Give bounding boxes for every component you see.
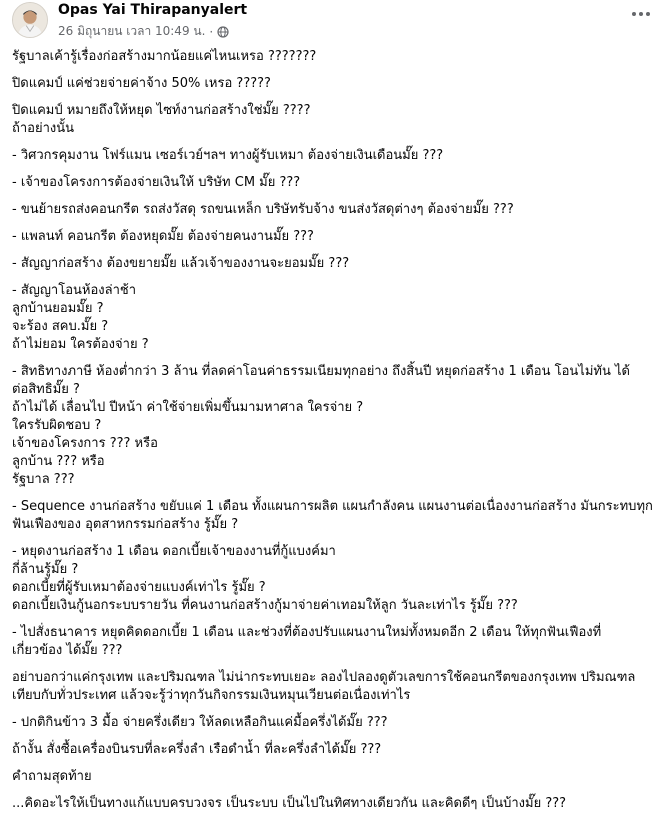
text-line: เจ้าของโครงการ ??? หรือ [12, 436, 158, 451]
text-line: - เจ้าของโครงการต้องจ่ายเงินให้ บริษัท CM มั๊ย ??? [12, 175, 301, 190]
text-line: ถ้าอย่างนั้น [12, 121, 75, 136]
text-line: ใครรับผิดชอบ ? [12, 418, 102, 433]
avatar-portrait-icon [13, 3, 47, 37]
text-line: ดอกเบี้ยที่ผู้รับเหมาต้องจ่ายแบงค์เท่าไร รู้มั๊ย ? [12, 580, 266, 595]
text-line: ลูกบ้าน ??? หรือ [12, 454, 105, 469]
post-meta [58, 22, 229, 41]
text-line: ...คิดอะไรให้เป็นทางแก้แบบครบวงจร เป็นระบบ เป็นไปในทิศทางเดียวกัน และคิดดีๆ เป็นบ้างมั๊ย ??? [12, 796, 567, 811]
text-line: อย่าบอกว่าแค่กรุงเทพ และปริมณฑล ไม่น่ากระทบเยอะ ลองไปลองดูตัวเลขการใช้คอนกรีตของกรุงเทพ ปริมณฑล [12, 670, 636, 685]
text-line: รัฐบาล ??? [12, 472, 75, 487]
text-line: ถ้างั้น สั่งซื้อเครื่องบินรบที่ละครึ่งลำ เรือดำน้ำ ที่ละครึ่งลำได้มั๊ย ??? [12, 742, 382, 757]
text-line: กี่ล้านรู้มั๊ย ? [12, 562, 79, 577]
text-line: เทียบกับทั่วประเทศ แล้วจะรู้ว่าทุกวันกิจกรรมเงินหมุนเวียนต่อเนื่องเท่าไร [12, 688, 411, 703]
text-line: - หยุดงานก่อสร้าง 1 เดือน ดอกเบี้ยเจ้าของงานที่กู้แบงค์มา [12, 544, 336, 559]
text-line: ถ้าไม่ยอม ใครต้องจ่าย ? [12, 337, 149, 352]
text-line: คำถามสุดท้าย [12, 769, 92, 784]
globe-icon[interactable] [217, 26, 229, 38]
post-text [12, 48, 661, 813]
text-line: - Sequence งานก่อสร้าง ขยับแค่ 1 เดือน ทั้งแผนการผลิต แผนกำลังคน แผนงานต่อเนื่องงานก่อสร้าง มันกระทบทุก [12, 499, 653, 514]
text-line: ปิดแคมป์ หมายถึงให้หยุด ไซท์งานก่อสร้างใช่มั๊ย ???? [12, 103, 311, 118]
text-line: ดอกเบี้ยเงินกู้นอกระบบรายวัน ที่คนงานก่อสร้างกู้มาจ่ายค่าเทอมให้ลูก วันละเท่าไร รู้มั๊ย ??? [12, 598, 518, 613]
text-line: - วิศวกรคุมงาน โฟร์แมน เซอร์เวย์ฯลฯ ทางผู้รับเหมา ต้องจ่ายเงินเดือนมั๊ย ??? [12, 148, 444, 163]
text-line: - สัญญาโอนห้องล่าช้า [12, 283, 137, 298]
post-timestamp[interactable]: 26 มิถุนายน เวลา 10:49 น. [58, 24, 206, 38]
text-line: - สิทธิทางภาษี ห้องต่ำกว่า 3 ล้าน ที่ลดค่าโอนค่าธรรมเนียมทุกอย่าง ถึงสิ้นปี หยุดก่อสร้าง 1 เดือน โอนไม่ทัน ได้ [12, 364, 630, 379]
more-options-icon[interactable] [627, 4, 655, 24]
text-line: - แพลนท์ คอนกรีต ต้องหยุดมั๊ย ต้องจ่ายคนงานมั๊ย ??? [12, 229, 314, 244]
text-line: รัฐบาลเค้ารู้เรื่องก่อสร้างมากน้อยแค่ไหนเหรอ ??????? [12, 49, 317, 64]
post-header [12, 0, 661, 48]
text-line: - สัญญาก่อสร้าง ต้องขยายมั๊ย แล้วเจ้าของงานจะยอมมั๊ย ??? [12, 256, 350, 271]
text-line: - ปกติกินข้าว 3 มื้อ จ่ายครึ่งเดียว ให้ลดเหลือกินแค่มื้อครึ่งได้มั๊ย ??? [12, 715, 388, 730]
text-line: จะร้อง สคบ.มั๊ย ? [12, 319, 109, 334]
text-line: ถ้าไม่ได้ เลื่อนไป ปีหน้า ค่าใช้จ่ายเพิ่มขึ้นมามหาศาล ใครจ่าย ? [12, 400, 364, 415]
text-line: - ไปสั่งธนาคาร หยุดคิดดอกเบี้ย 1 เดือน และช่วงที่ต้องปรับแผนงานใหม่ทั้งหมดอีก 2 เดือน ให้ทุกฟันเฟืองที่ [12, 625, 602, 640]
author-avatar[interactable] [12, 2, 48, 38]
author-name[interactable]: Opas Yai Thirapanyalert [58, 2, 248, 18]
text-line: ปิดแคมป์ แค่ช่วยจ่ายค่าจ้าง 50% เหรอ ????? [12, 76, 271, 91]
text-line: ฟันเฟืองของ อุตสาหกรรมก่อสร้าง รู้มั๊ย ? [12, 517, 239, 532]
meta-separator: · [209, 24, 214, 39]
text-line: - ขนย้ายรถส่งคอนกรีต รถส่งวัสดุ รถขนเหล็ก บริษัทรับจ้าง ขนส่งวัสดุต่างๆ ต้องจ่ายมั๊ย ??? [12, 202, 514, 217]
text-line: ต่อสิทธิมั๊ย ? [12, 382, 80, 397]
text-line: เกี่ยวข้อง ได้มั๊ย ??? [12, 643, 123, 658]
text-line: ลูกบ้านยอมมั๊ย ? [12, 301, 104, 316]
